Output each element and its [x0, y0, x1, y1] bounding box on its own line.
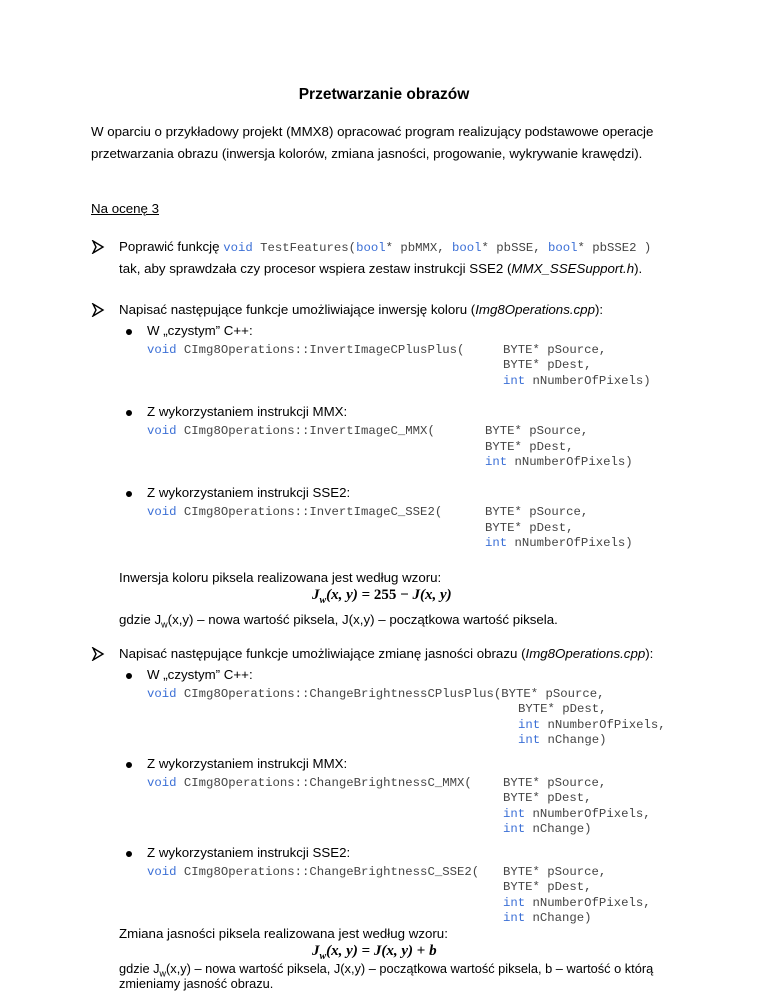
- task3-code-3-arg2: BYTE* pDest,: [503, 880, 592, 894]
- grade-heading: Na ocenę 3: [91, 201, 160, 216]
- task3-legend-line-2: zmieniamy jasność obrazu.: [119, 976, 274, 991]
- task3-code-1-arg4: int nChange): [518, 733, 607, 747]
- task2-formula-intro: Inwersja koloru piksela realizowana jest według wzoru:: [119, 570, 442, 585]
- task3-code-2: void CImg8Operations::ChangeBrightnessC_MMX(: [147, 776, 472, 790]
- task3-bullet-1: W „czystym” C++:: [147, 667, 253, 682]
- task2-code-2-arg2: BYTE* pDest,: [485, 440, 574, 454]
- bullet-icon: [126, 673, 132, 679]
- task2-formula: $J_w(x$, y) = 255 − J(x, y): [312, 587, 452, 606]
- task3-code-3-arg4: int nChange): [503, 911, 592, 925]
- task3-code-1-arg3: int nNumberOfPixels,: [518, 718, 666, 732]
- intro-line-2: przetwarzania obrazu (inwersja kolorów, zmiana jasności, progowanie, wykrywanie krawędzi).: [91, 146, 643, 161]
- task3-code-3-arg1: BYTE* pSource,: [503, 865, 607, 879]
- task3-code-1: void CImg8Operations::ChangeBrightnessCPlusPlus(BYTE* pSource,: [147, 687, 605, 701]
- task2-legend: gdzie $J_w(x,y)$ – nowa wartość piksela, J(x,y) – początkowa wartość piksela.: [119, 612, 558, 630]
- task2-code-2-arg3: int nNumberOfPixels): [485, 455, 633, 469]
- task3-bullet-3: Z wykorzystaniem instrukcji SSE2:: [147, 845, 351, 860]
- task2-code-3-arg3: int nNumberOfPixels): [485, 536, 633, 550]
- arrow-bullet-icon: [91, 240, 105, 254]
- bullet-icon: [126, 762, 132, 768]
- task2-code-1-arg1: BYTE* pSource,: [503, 343, 607, 357]
- arrow-bullet-icon: [91, 647, 105, 661]
- task3-legend: gdzie $J_w(x,y)$ – nowa wartość piksela, J(x,y) – początkowa wartość piksela, b – wartość o którą: [119, 961, 654, 979]
- task3-formula-intro: Zmiana jasności piksela realizowana jest według wzoru:: [119, 926, 448, 941]
- bullet-icon: [126, 491, 132, 497]
- task3-code-3: void CImg8Operations::ChangeBrightnessC_SSE2(: [147, 865, 480, 879]
- page-title: Przetwarzanie obrazów: [298, 86, 470, 103]
- task3-heading: Napisać następujące funkcje umożliwiające zmianę jasności obrazu (Img8Operations.cpp):: [119, 646, 654, 661]
- task2-code-3-arg1: BYTE* pSource,: [485, 505, 589, 519]
- task2-bullet-3: Z wykorzystaniem instrukcji SSE2:: [147, 485, 351, 500]
- task2-code-2: void CImg8Operations::InvertImageC_MMX(: [147, 424, 435, 438]
- intro-line-1: W oparciu o przykładowy projekt (MMX8) opracować program realizujący podstawowe operacje: [91, 124, 654, 139]
- bullet-icon: [126, 851, 132, 857]
- bullet-icon: [126, 329, 132, 335]
- task2-bullet-1: W „czystym” C++:: [147, 323, 253, 338]
- task2-code-2-arg1: BYTE* pSource,: [485, 424, 589, 438]
- task1-line-2: tak, aby sprawdzała czy procesor wspiera zestaw instrukcji SSE2 (MMX_SSESupport.h).: [119, 261, 643, 276]
- task3-code-2-arg1: BYTE* pSource,: [503, 776, 607, 790]
- task3-formula: $J_w(x$, y) = J(x, y) + b: [312, 943, 437, 962]
- task2-code-1-arg2: BYTE* pDest,: [503, 358, 592, 372]
- task3-code-2-arg2: BYTE* pDest,: [503, 791, 592, 805]
- task3-code-1-arg2: BYTE* pDest,: [518, 702, 607, 716]
- task2-code-1-arg3: int nNumberOfPixels): [503, 374, 651, 388]
- task3-code-2-arg4: int nChange): [503, 822, 592, 836]
- task2-code-1: void CImg8Operations::InvertImageCPlusPlus(: [147, 343, 465, 357]
- task2-code-3-arg2: BYTE* pDest,: [485, 521, 574, 535]
- task3-code-2-arg3: int nNumberOfPixels,: [503, 807, 651, 821]
- arrow-bullet-icon: [91, 303, 105, 317]
- task2-heading: Napisać następujące funkcje umożliwiające inwersję koloru (Img8Operations.cpp):: [119, 302, 604, 317]
- bullet-icon: [126, 410, 132, 416]
- task1-line-1: Poprawić funkcję void TestFeatures(bool* pbMMX, bool* pbSSE, bool* pbSSE2 ): [119, 239, 652, 255]
- task2-code-3: void CImg8Operations::InvertImageC_SSE2(: [147, 505, 443, 519]
- task3-code-3-arg3: int nNumberOfPixels,: [503, 896, 651, 910]
- task3-bullet-2: Z wykorzystaniem instrukcji MMX:: [147, 756, 348, 771]
- task2-bullet-2: Z wykorzystaniem instrukcji MMX:: [147, 404, 348, 419]
